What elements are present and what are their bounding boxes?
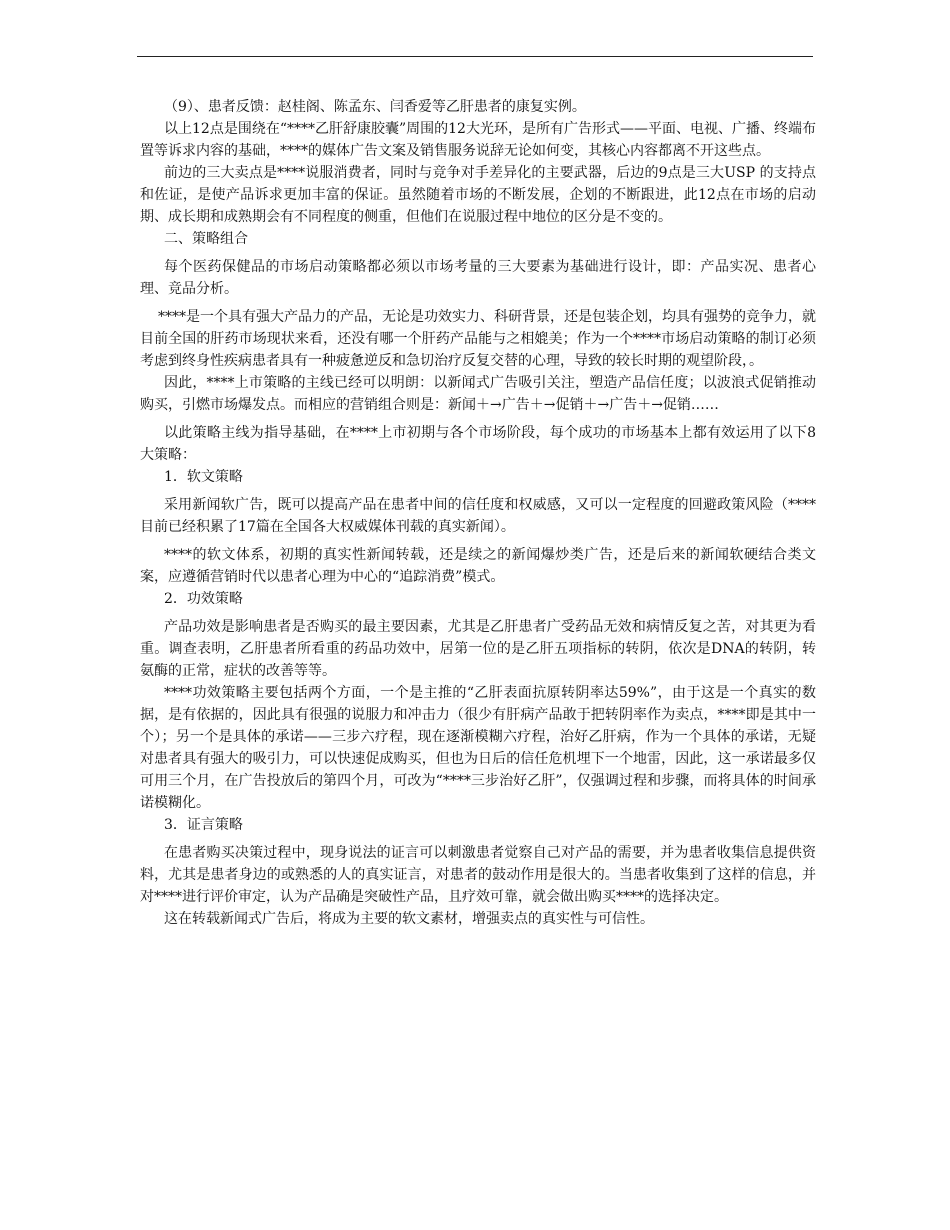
paragraph-three-factors: 每个医药保健品的市场启动策略都必须以市场考量的三大要素为基础进行设计，即：产品实况、患者心理、竞品分析。: [140, 259, 816, 297]
paragraph-efficacy-factor: 产品功效是影响患者是否购买的最主要因素，尤其是乙肝患者广受药品无效和病情反复之苦，对其更为看重。调查表明，乙肝患者所看重的药品功效中，居第一位的是乙肝五项指标的转阴，依次是DNA的转阴，转氨酶的正常，症状的改善等等。: [140, 619, 816, 679]
heading-testimonial: 3．证言策略: [164, 817, 243, 833]
paragraph-patient-feedback: （9）、患者反馈：赵桂阁、陈孟东、闫香爱等乙肝患者的康复实例。: [164, 99, 586, 115]
heading-soft-article: 1．软文策略: [164, 469, 243, 485]
paragraph-testimonial-detail: 在患者购买决策过程中，现身说法的证言可以刺激患者觉察自己对产品的需要，并为患者收集信息提供资料，尤其是患者身边的或熟悉的人的真实证言，对患者的鼓动作用是很大的。当患者收集到了这样的信息，并对****进行评价审定，认为产品确是突破性产品，且疗效可靠，就会做出购买****的选择决定。: [140, 845, 816, 905]
paragraph-efficacy-detail: ****功效策略主要包括两个方面，一个是主推的“乙肝表面抗原转阴率达59%”，由于这是一个真实的数据，是有依据的，因此具有很强的说服力和冲击力（很少有肝病产品敢于把转阴率作为卖点，****即是其中一个）；另一个是具体的承诺——三步六疗程，现在逐渐模糊六疗程，治好乙肝病，作为一个具体的承诺，无疑对患者具有强大的吸引力，可以快速促成购买，但也为日后的信任危机埋下一个地雷，因此，这一承诺最多仅可用三个月，在广告投放后的第四个月，可改为“****三步治好乙肝”，仅强调过程和步骤，而将具体的时间承诺模糊化。: [140, 685, 816, 811]
paragraph-twelve-points: 以上12点是围绕在“****乙肝舒康胶囊”周围的12大光环，是所有广告形式——平面、电视、广播、终端布置等诉求内容的基础，****的媒体广告文案及销售服务说辞无论如何变，其核心内容都离不开这些点。: [140, 121, 816, 159]
paragraph-soft-system: ****的软文体系，初期的真实性新闻转载，还是续之的新闻爆炒类广告，还是后来的新闻软硬结合类文案，应遵循营销时代以患者心理为中心的“追踪消费”模式。: [140, 547, 816, 585]
paragraph-eight-strategies: 以此策略主线为指导基础，在****上市初期与各个市场阶段，每个成功的市场基本上都有效运用了以下8大策略：: [140, 425, 816, 463]
header-rule: [137, 56, 813, 57]
paragraph-news-ads: 采用新闻软广告，既可以提高产品在患者中间的信任度和权威感，又可以一定程度的回避政策风险（****目前已经积累了17篇在全国各大权威媒体刊载的真实新闻）。: [140, 497, 816, 535]
paragraph-main-line: 因此，****上市策略的主线已经可以明朗：以新闻式广告吸引关注，塑造产品信任度；以波浪式促销推动购买，引燃市场爆发点。而相应的营销组合则是：新闻＋→广告＋→促销＋→广告＋→促销……: [140, 375, 816, 413]
section-heading-strategy: 二、策略组合: [164, 231, 248, 247]
document-body: [140, 96, 816, 930]
heading-efficacy: 2．功效策略: [164, 591, 243, 607]
paragraph-testimonial-summary: 这在转载新闻式广告后，将成为主要的软文素材，增强卖点的真实性与可信性。: [164, 911, 654, 927]
paragraph-selling-points: 前边的三大卖点是****说服消费者，同时与竞争对手差异化的主要武器，后边的9点是三大USP 的支持点和佐证，是使产品诉求更加丰富的保证。虽然随着市场的不断发展，企划的不断跟进，此12点在市场的启动期、成长期和成熟期会有不同程度的侧重，但他们在说服过程中地位的区分是不变的。: [140, 165, 816, 225]
paragraph-product-strength: ****是一个具有强大产品力的产品，无论是功效实力、科研背景，还是包装企划，均具有强势的竞争力，就目前全国的肝药市场现状来看，还没有哪一个肝药产品能与之相媲美；作为一个****市场启动策略的制订必须考虑到终身性疾病患者具有一种疲惫逆反和急切治疗反复交替的心理，导致的较长时期的观望阶段，。: [140, 309, 816, 369]
